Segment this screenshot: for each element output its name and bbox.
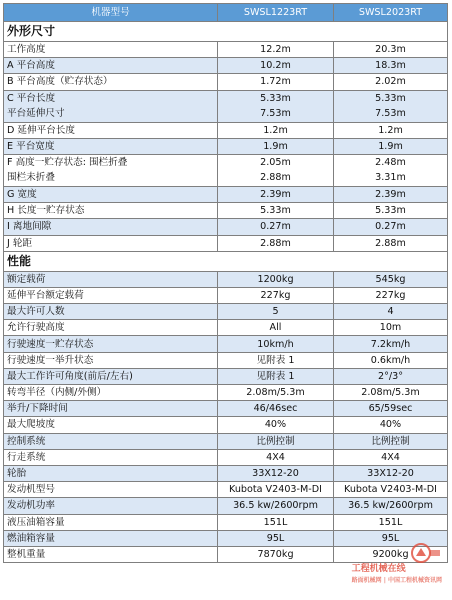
spec-value-b: 33X12-20 [334, 465, 448, 481]
table-row [4, 482, 448, 498]
watermark-text [352, 564, 442, 586]
spec-label: 行驶速度一举升状态 [4, 352, 218, 368]
spec-value-b: Kubota V2403-M-DI [334, 482, 448, 498]
spec-label: 最大许可人数 [4, 304, 218, 320]
table-row [4, 186, 448, 202]
table-row [4, 219, 448, 235]
spec-value-b: 0.27m [334, 219, 448, 235]
spec-value-a: 4X4 [218, 449, 334, 465]
spec-value-a: 46/46sec [218, 401, 334, 417]
spec-value-a: 见附表 1 [218, 352, 334, 368]
spec-value-b: 36.5 kw/2600rpm [334, 498, 448, 514]
spec-label: 额定载荷 [4, 271, 218, 287]
spec-value-b: 545kg [334, 271, 448, 287]
table-row [4, 449, 448, 465]
table-row [4, 352, 448, 368]
table-row [4, 271, 448, 287]
spec-label: 工作高度 [4, 42, 218, 58]
table-row [4, 90, 448, 122]
spec-value-a: 1200kg [218, 271, 334, 287]
spec-value-a: 1.72m [218, 74, 334, 90]
spec-label: 控制系统 [4, 433, 218, 449]
table-row [4, 336, 448, 352]
spec-value-b: 95L [334, 530, 448, 546]
spec-label: B 平台高度（贮存状态） [4, 74, 218, 90]
spec-value-b: 7.2km/h [334, 336, 448, 352]
table-row [4, 417, 448, 433]
spec-label: 轮胎 [4, 465, 218, 481]
spec-value-a: 95L [218, 530, 334, 546]
spec-value-b: 4X4 [334, 449, 448, 465]
header-row [4, 4, 448, 22]
section-performance [4, 251, 448, 271]
spec-label: E 平台宽度 [4, 138, 218, 154]
table-row [4, 465, 448, 481]
spec-label: 液压油箱容量 [4, 514, 218, 530]
spec-value-a: 1.2m [218, 122, 334, 138]
spec-value-b: 10m [334, 320, 448, 336]
spec-value-b: 2°/3° [334, 368, 448, 384]
spec-value-a: 2.39m [218, 186, 334, 202]
spec-label: 最大爬坡度 [4, 417, 218, 433]
spec-table [3, 3, 448, 563]
spec-label [4, 90, 218, 122]
header-model: 机器型号 [4, 4, 218, 22]
table-row [4, 235, 448, 251]
spec-value-a-line1: 5.33m [260, 93, 291, 105]
table-row [4, 433, 448, 449]
spec-value-b: 4 [334, 304, 448, 320]
spec-value-a: 1.9m [218, 138, 334, 154]
spec-value-b [334, 90, 448, 122]
spec-label: 行走系统 [4, 449, 218, 465]
spec-value-a: 0.27m [218, 219, 334, 235]
watermark-line1: 工程机械 [351, 564, 388, 574]
spec-label-line2: 平台延伸尺寸 [7, 108, 65, 120]
spec-value-b: 2.88m [334, 235, 448, 251]
spec-label: 发动机型号 [4, 482, 218, 498]
spec-label-line1: C 平台长度 [7, 93, 56, 105]
spec-value-b [334, 154, 448, 186]
spec-value-b: 40% [334, 417, 448, 433]
spec-label [4, 154, 218, 186]
spec-value-a [218, 154, 334, 186]
spec-value-a: 2.08m/5.3m [218, 385, 334, 401]
section-performance-title: 性能 [4, 251, 448, 271]
spec-label: 整机重量 [4, 546, 218, 562]
spec-value-a-line2: 2.88m [260, 172, 291, 184]
table-row [4, 122, 448, 138]
spec-value-b: 0.6km/h [334, 352, 448, 368]
spec-value-a [218, 90, 334, 122]
spec-value-a: 33X12-20 [218, 465, 334, 481]
table-row [4, 401, 448, 417]
table-row [4, 138, 448, 154]
table-row [4, 74, 448, 90]
table-row [4, 304, 448, 320]
spec-value-b: 9200kg [334, 546, 448, 562]
spec-value-a: 12.2m [218, 42, 334, 58]
spec-value-b-line2: 7.53m [375, 108, 406, 120]
table-row [4, 514, 448, 530]
spec-value-b-line1: 2.48m [375, 157, 406, 169]
table-row [4, 385, 448, 401]
spec-value-b: 2.08m/5.3m [334, 385, 448, 401]
spec-value-a: 5.33m [218, 203, 334, 219]
header-model-a: SWSL1223RT [218, 4, 334, 22]
spec-value-b: 1.2m [334, 122, 448, 138]
spec-value-a: 10km/h [218, 336, 334, 352]
table-row [4, 58, 448, 74]
spec-value-b: 5.33m [334, 203, 448, 219]
table-row [4, 42, 448, 58]
spec-value-a-line1: 2.05m [260, 157, 291, 169]
spec-value-a: 比例控制 [218, 433, 334, 449]
spec-value-a: All [218, 320, 334, 336]
table-row [4, 368, 448, 384]
watermark-line2: 在线 [387, 564, 406, 574]
table-row [4, 287, 448, 303]
spec-label: 转弯半径（内侧/外侧） [4, 385, 218, 401]
header-model-b: SWSL2023RT [334, 4, 448, 22]
spec-value-b: 151L [334, 514, 448, 530]
watermark-logo-icon [410, 542, 442, 564]
spec-value-a: 5 [218, 304, 334, 320]
spec-label: J 轮距 [4, 235, 218, 251]
spec-value-a-line2: 7.53m [260, 108, 291, 120]
spec-value-a: 40% [218, 417, 334, 433]
spec-value-b: 1.9m [334, 138, 448, 154]
spec-value-a: 2.88m [218, 235, 334, 251]
spec-value-b-line1: 5.33m [375, 93, 406, 105]
spec-label: G 宽度 [4, 186, 218, 202]
spec-value-a: 36.5 kw/2600rpm [218, 498, 334, 514]
spec-value-a: 151L [218, 514, 334, 530]
spec-label: 燃油箱容量 [4, 530, 218, 546]
section-dimensions [4, 22, 448, 42]
spec-label: 延伸平台额定载荷 [4, 287, 218, 303]
spec-value-b: 227kg [334, 287, 448, 303]
spec-value-b: 2.39m [334, 186, 448, 202]
spec-value-b: 20.3m [334, 42, 448, 58]
spec-value-b: 18.3m [334, 58, 448, 74]
spec-label: A 平台高度 [4, 58, 218, 74]
spec-value-b-line2: 3.31m [375, 172, 406, 184]
spec-label: D 延伸平台长度 [4, 122, 218, 138]
spec-value-b: 2.02m [334, 74, 448, 90]
spec-value-a: Kubota V2403-M-DI [218, 482, 334, 498]
spec-label-line1: F 高度一贮存状态: 围栏折叠 [7, 157, 128, 169]
table-row [4, 320, 448, 336]
spec-label-line2: 围栏未折叠 [7, 172, 55, 184]
spec-label: I 离地间隙 [4, 219, 218, 235]
table-row [4, 154, 448, 186]
watermark [324, 542, 442, 586]
spec-label: 最大工作许可角度(前后/左右) [4, 368, 218, 384]
spec-value-a: 10.2m [218, 58, 334, 74]
section-dimensions-title: 外形尺寸 [4, 22, 448, 42]
spec-label: 发动机功率 [4, 498, 218, 514]
spec-value-a: 见附表 1 [218, 368, 334, 384]
table-row [4, 498, 448, 514]
spec-label: H 长度一贮存状态 [4, 203, 218, 219]
spec-label: 行驶速度一贮存状态 [4, 336, 218, 352]
spec-value-b: 比例控制 [334, 433, 448, 449]
spec-value-b: 65/59sec [334, 401, 448, 417]
table-row [4, 203, 448, 219]
spec-label: 允许行驶高度 [4, 320, 218, 336]
spec-value-a: 227kg [218, 287, 334, 303]
spec-value-a: 7870kg [218, 546, 334, 562]
spec-label: 举升/下降时间 [4, 401, 218, 417]
watermark-sub: 路面机械网 | 中国工程机械资讯网 [351, 577, 442, 584]
